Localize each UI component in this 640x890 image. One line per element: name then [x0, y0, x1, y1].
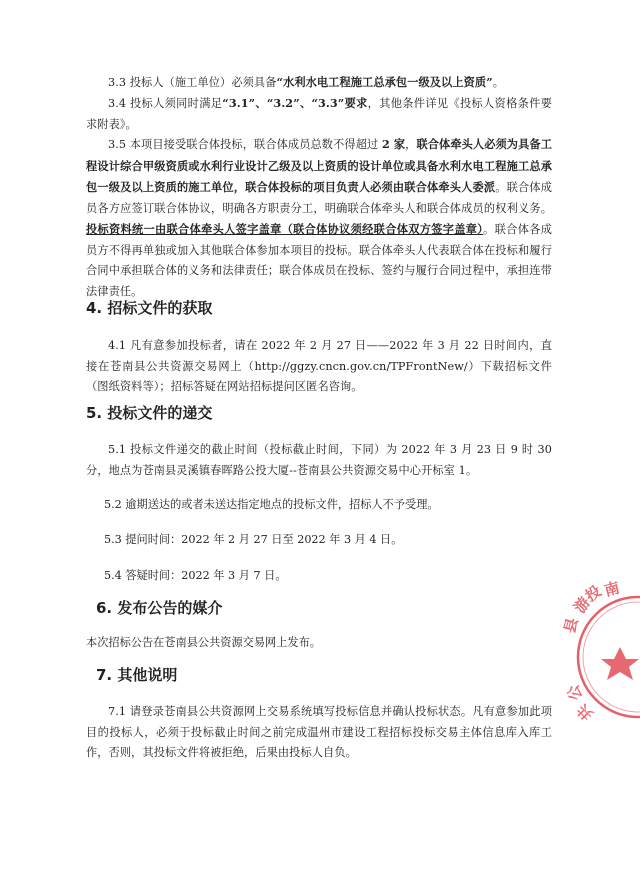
paragraph-5-1: 5.1 投标文件递交的截止时间（投标截止时间，下同）为 2022 年 3 月 23 日 9 时 30 分，地点为苍南县灵溪镇春晖路公投大厦--苍南县公共资源交易中心开标室 1。	[86, 443, 552, 477]
paragraph-7-1: 7.1 请登录苍南县公共资源网上交易系统填写投标信息并确认投标状态。凡有意参加此项目的投标人，必须于投标截止时间之前完成温州市建设工程招标投标交易主体信息库入库工作，否则，其投标文件将被拒绝，后果由投标人自负。	[86, 705, 552, 759]
svg-text:投: 投	[581, 581, 605, 606]
paragraph-5-2: 5.2 逾期送达的或者未送达指定地点的投标文件，招标人不予受理。	[104, 498, 439, 511]
paragraph-6: 本次招标公告在苍南县公共资源交易网上发布。	[86, 636, 321, 649]
svg-text:公: 公	[563, 682, 586, 703]
section-6-heading: 6. 发布公告的媒介	[96, 599, 223, 617]
section-4-heading: 4. 招标文件的获取	[86, 299, 213, 317]
svg-text:游: 游	[570, 593, 594, 617]
svg-text:县: 县	[560, 615, 582, 636]
official-seal-stamp	[560, 578, 640, 724]
paragraph-5-3: 5.3 提问时间：2022 年 2 月 27 日至 2022 年 3 月 4 日。	[104, 533, 403, 546]
section-5-heading: 5. 投标文件的递交	[86, 404, 213, 422]
paragraph-4-1: 4.1 凡有意参加投标者，请在 2022 年 2 月 27 日——2022 年 3 月 22 日时间内，直接在苍南县公共资源交易网上（http://ggzy.cncn.gov.cn/TPFrontNew/）下载招标文件（图纸资料等）；招标答疑在网站招标提问区匿名咨询。	[86, 339, 552, 393]
paragraph-3-4: 3.4 投标人须同时满足“3.1”、“3.2”、“3.3”要求，其他条件详见《投标人资格条件要求附表》。	[86, 96, 552, 131]
svg-text:南: 南	[602, 578, 622, 600]
seal-icon	[560, 578, 640, 724]
paragraph-3-3: 3.3 投标人（施工单位）必须具备“水利水电工程施工总承包一级及以上资质”。	[108, 75, 505, 89]
paragraph-5-4: 5.4 答疑时间：2022 年 3 月 7 日。	[104, 569, 287, 582]
svg-text:共: 共	[573, 700, 597, 724]
paragraph-3-5: 3.5 本项目接受联合体投标，联合体成员总数不得超过 2 家，联合体牵头人必须为具备工程设计综合甲级资质或水利行业设计乙级及以上资质的设计单位或具备水利水电工程施工总承包一级及以上资质的施工单位，联合体投标的项目负责人必须由联合体牵头人委派。联合体成员各方应签订联合体协议，明确各方职责分工，明确联合体牵头人和联合体成员的权利义务。投标资料统一由联合体牵头人签字盖章（联合体协议须经联合体双方签字盖章）。联合体各成员方不得再单独或加入其他联合体参加本项目的投标。联合体牵头人代表联合体在投标和履行合同中承担联合体的义务和法律责任；联合体成员在投标、签约与履行合同过程中，承担连带法律责任。	[86, 137, 552, 298]
section-7-heading: 7. 其他说明	[96, 666, 178, 684]
